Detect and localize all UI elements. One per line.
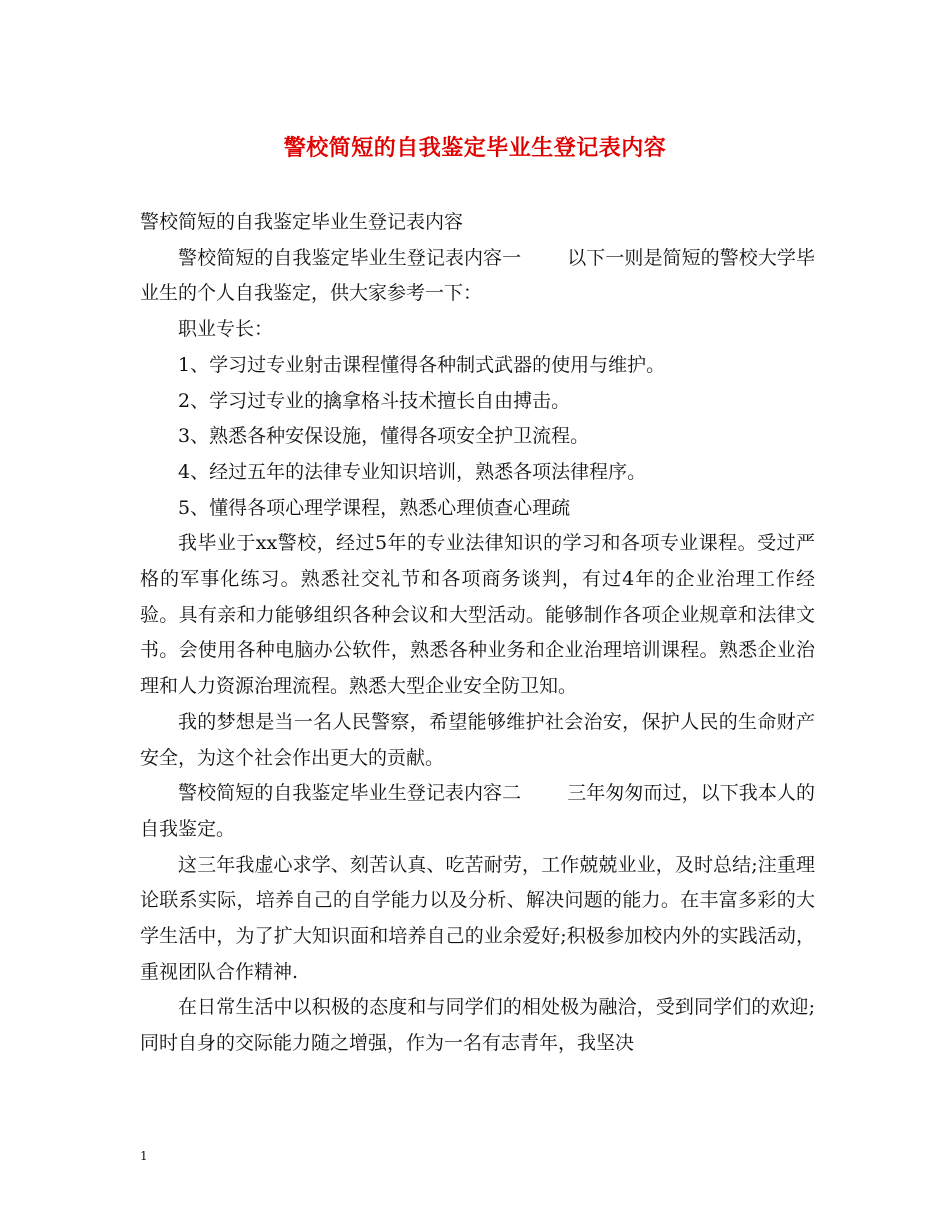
paragraph xyxy=(140,776,815,847)
list-item: 5、懂得各项心理学课程，熟悉心理侦查心理疏 xyxy=(178,496,571,519)
paragraph: 警校简短的自我鉴定毕业生登记表内容 xyxy=(140,211,464,233)
paragraph: 在日常生活中以积极的态度和与同学们的相处极为融洽，受到同学们的欢迎;同时自身的交际能力随之增强，作为一名有志青年，我坚决 xyxy=(140,996,815,1055)
paragraph-text: 三年匆匆而过，以下我本人的自我鉴定。 xyxy=(140,782,815,840)
paragraph xyxy=(140,241,815,312)
paragraph: 职业专长： xyxy=(178,318,274,341)
paragraph: 我毕业于xx警校，经过5年的专业法律知识的学习和各项专业课程。受过严格的军事化练习。熟悉社交礼节和各项商务谈判，有过4年的企业治理工作经验。具有亲和力能够组织各种会议和大型活动。能够制作各项企业规章和法律文书。会使用各种电脑办公软件，熟悉各种业务和企业治理培训课程。熟悉企业治理和人力资源治理流程。熟悉大型企业安全防卫知。 xyxy=(140,532,815,698)
paragraph: 这三年我虚心求学、刻苦认真、吃苦耐劳，工作兢兢业业，及时总结;注重理论联系实际，培养自己的自学能力以及分析、解决问题的能力。在丰富多彩的大学生活中，为了扩大知识面和培养自己的业余爱好;积极参加校内外的实践活动，重视团队合作精神. xyxy=(140,853,815,983)
list-item: 4、经过五年的法律专业知识培训，熟悉各项法律程序。 xyxy=(178,460,647,483)
document-title: 警校简短的自我鉴定毕业生登记表内容 xyxy=(283,135,667,161)
list-item: 1、学习过专业射击课程懂得各种制式武器的使用与维护。 xyxy=(178,353,666,376)
section-heading: 警校简短的自我鉴定毕业生登记表内容二 xyxy=(178,782,522,805)
list-item: 3、熟悉各种安保设施，懂得各项安全护卫流程。 xyxy=(178,425,590,448)
list-item: 2、学习过专业的擒拿格斗技术擅长自由搏击。 xyxy=(178,389,571,412)
page-number: 1 xyxy=(140,1149,148,1163)
paragraph: 我的梦想是当一名人民警察，希望能够维护社会治安，保护人民的生命财产安全，为这个社会作出更大的贡献。 xyxy=(140,710,815,769)
document-body xyxy=(140,205,815,1062)
paragraph-text: 以下一则是简短的警校大学毕业生的个人自我鉴定，供大家参考一下： xyxy=(140,246,815,305)
section-heading: 警校简短的自我鉴定毕业生登记表内容一 xyxy=(178,246,522,269)
